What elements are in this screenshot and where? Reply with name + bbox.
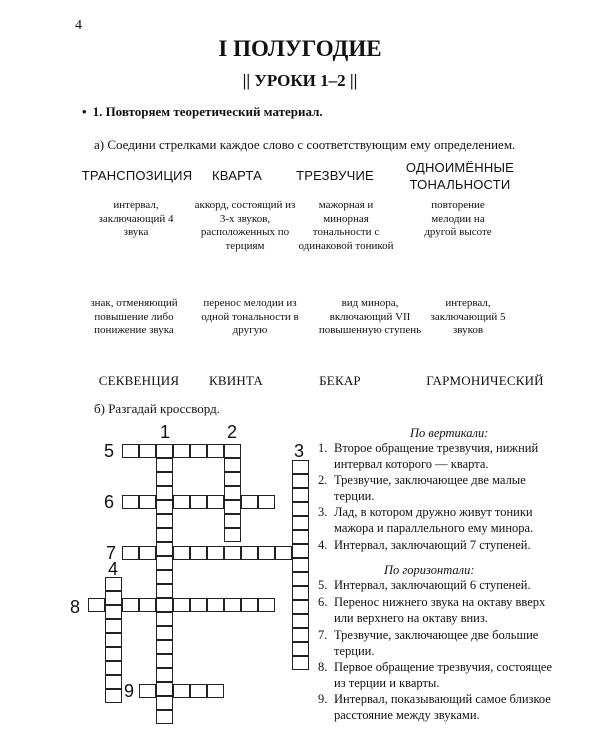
crossword-cell[interactable]	[122, 598, 139, 612]
horizontal-heading: По горизонтали:	[384, 563, 475, 577]
crossword-cell[interactable]	[292, 516, 309, 530]
clue-text: Трезвучие, заключающее две большие терции.	[334, 628, 539, 658]
crossword-cell[interactable]	[156, 584, 173, 598]
crossword-cell[interactable]	[258, 495, 275, 509]
crossword-cell[interactable]	[156, 458, 173, 472]
crossword-cell[interactable]	[292, 558, 309, 572]
crossword-cell[interactable]	[207, 444, 224, 458]
crossword-cell[interactable]	[173, 546, 190, 560]
crossword-cell[interactable]	[156, 640, 173, 654]
crossword-cell[interactable]	[207, 546, 224, 560]
clue-text: Первое обращение трезвучия, состоящее из терции и кварты.	[334, 660, 552, 690]
crossword-cell[interactable]	[224, 528, 241, 542]
clue-number: 6.	[318, 595, 328, 609]
crossword-cell[interactable]	[139, 598, 156, 612]
crossword-cell[interactable]	[292, 530, 309, 544]
page-title: I ПОЛУГОДИЕ	[218, 36, 382, 61]
crossword-cell[interactable]	[122, 495, 139, 509]
clue-number: 2.	[318, 473, 328, 487]
crossword-cell[interactable]	[224, 546, 241, 560]
crossword-cell[interactable]	[292, 628, 309, 642]
crossword-cell[interactable]	[207, 598, 224, 612]
crossword-cell[interactable]	[292, 474, 309, 488]
crossword-cell[interactable]	[190, 598, 207, 612]
crossword-cell[interactable]	[207, 684, 224, 698]
crossword-cell[interactable]	[292, 656, 309, 670]
crossword-cell[interactable]	[224, 458, 241, 472]
definition: повторение мелодии на другой высоте	[424, 199, 492, 238]
task-1-heading	[82, 104, 323, 120]
definition: вид минора, включающий VII повышенную ступень	[318, 297, 422, 336]
crossword-cell[interactable]	[156, 668, 173, 682]
crossword-cell[interactable]	[207, 495, 224, 509]
crossword-cell[interactable]	[224, 500, 241, 514]
crossword-cell[interactable]	[292, 460, 309, 474]
definition: интервал, заключающий 5 звуков	[430, 297, 506, 336]
crossword-cell[interactable]	[156, 500, 173, 514]
clue-item	[318, 578, 558, 594]
crossword-cell[interactable]	[88, 598, 105, 612]
clue-number: 3.	[318, 505, 328, 519]
crossword-cell[interactable]	[156, 444, 173, 458]
definition: интервал, заключающий 4 звука	[98, 199, 174, 238]
clue-number: 7.	[318, 628, 328, 642]
clue-text: Интервал, показывающий самое близкое расстояние между звуками.	[334, 692, 551, 722]
crossword-cell[interactable]	[292, 614, 309, 628]
clue-item	[318, 692, 558, 723]
clue-number: 4.	[318, 538, 328, 552]
crossword-number: 5	[104, 441, 115, 461]
clue-text: Второе обращение трезвучия, нижний интервал которого — кварта.	[334, 441, 539, 471]
crossword-cell[interactable]	[292, 600, 309, 614]
clue-item	[318, 595, 558, 626]
definition: знак, отменяющий повышение либо понижение звука	[90, 297, 178, 336]
definition: перенос мелодии из одной тональности в другую	[201, 297, 299, 336]
crossword-cell[interactable]	[156, 556, 173, 570]
crossword-cell[interactable]	[292, 572, 309, 586]
crossword-cell[interactable]	[292, 642, 309, 656]
task-b-instruction: б) Разгадай кроссворд.	[94, 401, 220, 416]
clue-item	[318, 538, 558, 554]
crossword-cell[interactable]	[173, 444, 190, 458]
crossword-cell[interactable]	[292, 488, 309, 502]
bottom-term: БЕКАР	[319, 373, 361, 388]
crossword-cell[interactable]	[190, 546, 207, 560]
crossword-cell[interactable]	[173, 598, 190, 612]
crossword-cell[interactable]	[275, 546, 292, 560]
crossword-cell[interactable]	[241, 495, 258, 509]
top-term: ТРАНСПОЗИЦИЯ	[81, 168, 193, 183]
bottom-term: СЕКВЕНЦИЯ	[98, 373, 180, 388]
bullet: •	[82, 104, 87, 119]
crossword-cell[interactable]	[173, 684, 190, 698]
crossword-cell[interactable]	[139, 444, 156, 458]
crossword-cell[interactable]	[292, 586, 309, 600]
definition: аккорд, состоящий из 3-х звуков, расположенных по терциям	[194, 199, 296, 252]
crossword-cell[interactable]	[173, 495, 190, 509]
clue-text: Интервал, заключающий 6 ступеней.	[334, 578, 531, 592]
crossword-cell[interactable]	[241, 598, 258, 612]
crossword-cell[interactable]	[292, 502, 309, 516]
crossword-cell[interactable]	[156, 570, 173, 584]
crossword-cell[interactable]	[156, 612, 173, 626]
crossword-cell[interactable]	[105, 605, 122, 619]
task-a-instruction: а) Соедини стрелками каждое слово с соответствующим ему определением.	[94, 137, 516, 152]
clue-item	[318, 628, 558, 659]
clue-number: 8.	[318, 660, 328, 674]
top-term: КВАРТА	[212, 168, 262, 183]
crossword-cell[interactable]	[224, 472, 241, 486]
clue-item	[318, 505, 558, 536]
crossword-cell[interactable]	[224, 444, 241, 458]
crossword-cell[interactable]	[156, 542, 173, 556]
clue-number: 1.	[318, 441, 328, 455]
clue-text: Трезвучие, заключающее две малые терции.	[334, 473, 526, 503]
clue-item	[318, 473, 558, 504]
crossword-cell[interactable]	[258, 598, 275, 612]
crossword-cell[interactable]	[156, 514, 173, 528]
task-1-label: 1. Повторяем теоретический материал.	[92, 104, 323, 119]
crossword-cell[interactable]	[190, 495, 207, 509]
definition: мажорная и минорная тональности с одинаковой тоникой	[298, 199, 394, 252]
page-number: 4	[75, 18, 82, 33]
crossword-cell[interactable]	[156, 696, 173, 710]
crossword-number: 8	[70, 597, 81, 617]
crossword-number: 2	[227, 422, 238, 442]
crossword-cell[interactable]	[224, 598, 241, 612]
crossword-cell[interactable]	[156, 528, 173, 542]
crossword-cell[interactable]	[105, 661, 122, 675]
crossword-cell[interactable]	[224, 514, 241, 528]
crossword-cell[interactable]	[156, 598, 173, 612]
crossword-cell[interactable]	[241, 546, 258, 560]
crossword-cell[interactable]	[122, 444, 139, 458]
crossword-number: 4	[108, 559, 119, 579]
crossword-number: 1	[160, 422, 171, 442]
crossword-cell[interactable]	[292, 544, 309, 558]
crossword-cell[interactable]	[156, 654, 173, 668]
crossword-cell[interactable]	[105, 689, 122, 703]
vertical-heading: По вертикали:	[410, 426, 489, 440]
clue-item	[318, 441, 558, 472]
crossword-cell[interactable]	[156, 626, 173, 640]
crossword-cell[interactable]	[139, 684, 156, 698]
crossword-cell[interactable]	[224, 486, 241, 500]
crossword-cell[interactable]	[122, 546, 139, 560]
top-term: ОДНОИМЁННЫЕ ТОНАЛЬНОСТИ	[405, 160, 515, 192]
clue-item	[318, 660, 558, 691]
crossword-cell[interactable]	[190, 444, 207, 458]
clue-text: Перенос нижнего звука на октаву вверх или верхнего на октаву вниз.	[334, 595, 546, 625]
crossword-cell[interactable]	[258, 546, 275, 560]
crossword-cell[interactable]	[105, 633, 122, 647]
clue-text: Интервал, заключающий 7 ступеней.	[334, 538, 531, 552]
crossword-number: 7	[106, 543, 117, 563]
crossword-cell[interactable]	[156, 472, 173, 486]
crossword-cell[interactable]	[156, 710, 173, 724]
bottom-term: КВИНТА	[209, 373, 263, 388]
crossword-cell[interactable]	[156, 682, 173, 696]
lesson-heading: || УРОКИ 1–2 ||	[242, 71, 358, 90]
crossword-cell[interactable]	[105, 591, 122, 605]
clue-text: Лад, в котором дружно живут тоники мажора и параллельного ему минора.	[334, 505, 534, 535]
crossword-cell[interactable]	[156, 486, 173, 500]
crossword-cell[interactable]	[105, 675, 122, 689]
crossword-number: 9	[124, 681, 135, 701]
crossword-cell[interactable]	[139, 546, 156, 560]
top-term: ТРЕЗВУЧИЕ	[296, 168, 374, 183]
crossword-cell[interactable]	[190, 684, 207, 698]
clue-number: 5.	[318, 578, 328, 592]
crossword-cell[interactable]	[105, 619, 122, 633]
crossword-cell[interactable]	[139, 495, 156, 509]
crossword-number: 3	[294, 441, 305, 461]
crossword-cell[interactable]	[105, 647, 122, 661]
clue-number: 9.	[318, 692, 328, 706]
crossword-number: 6	[104, 492, 115, 512]
bottom-term: ГАРМОНИЧЕСКИЙ	[426, 373, 544, 388]
